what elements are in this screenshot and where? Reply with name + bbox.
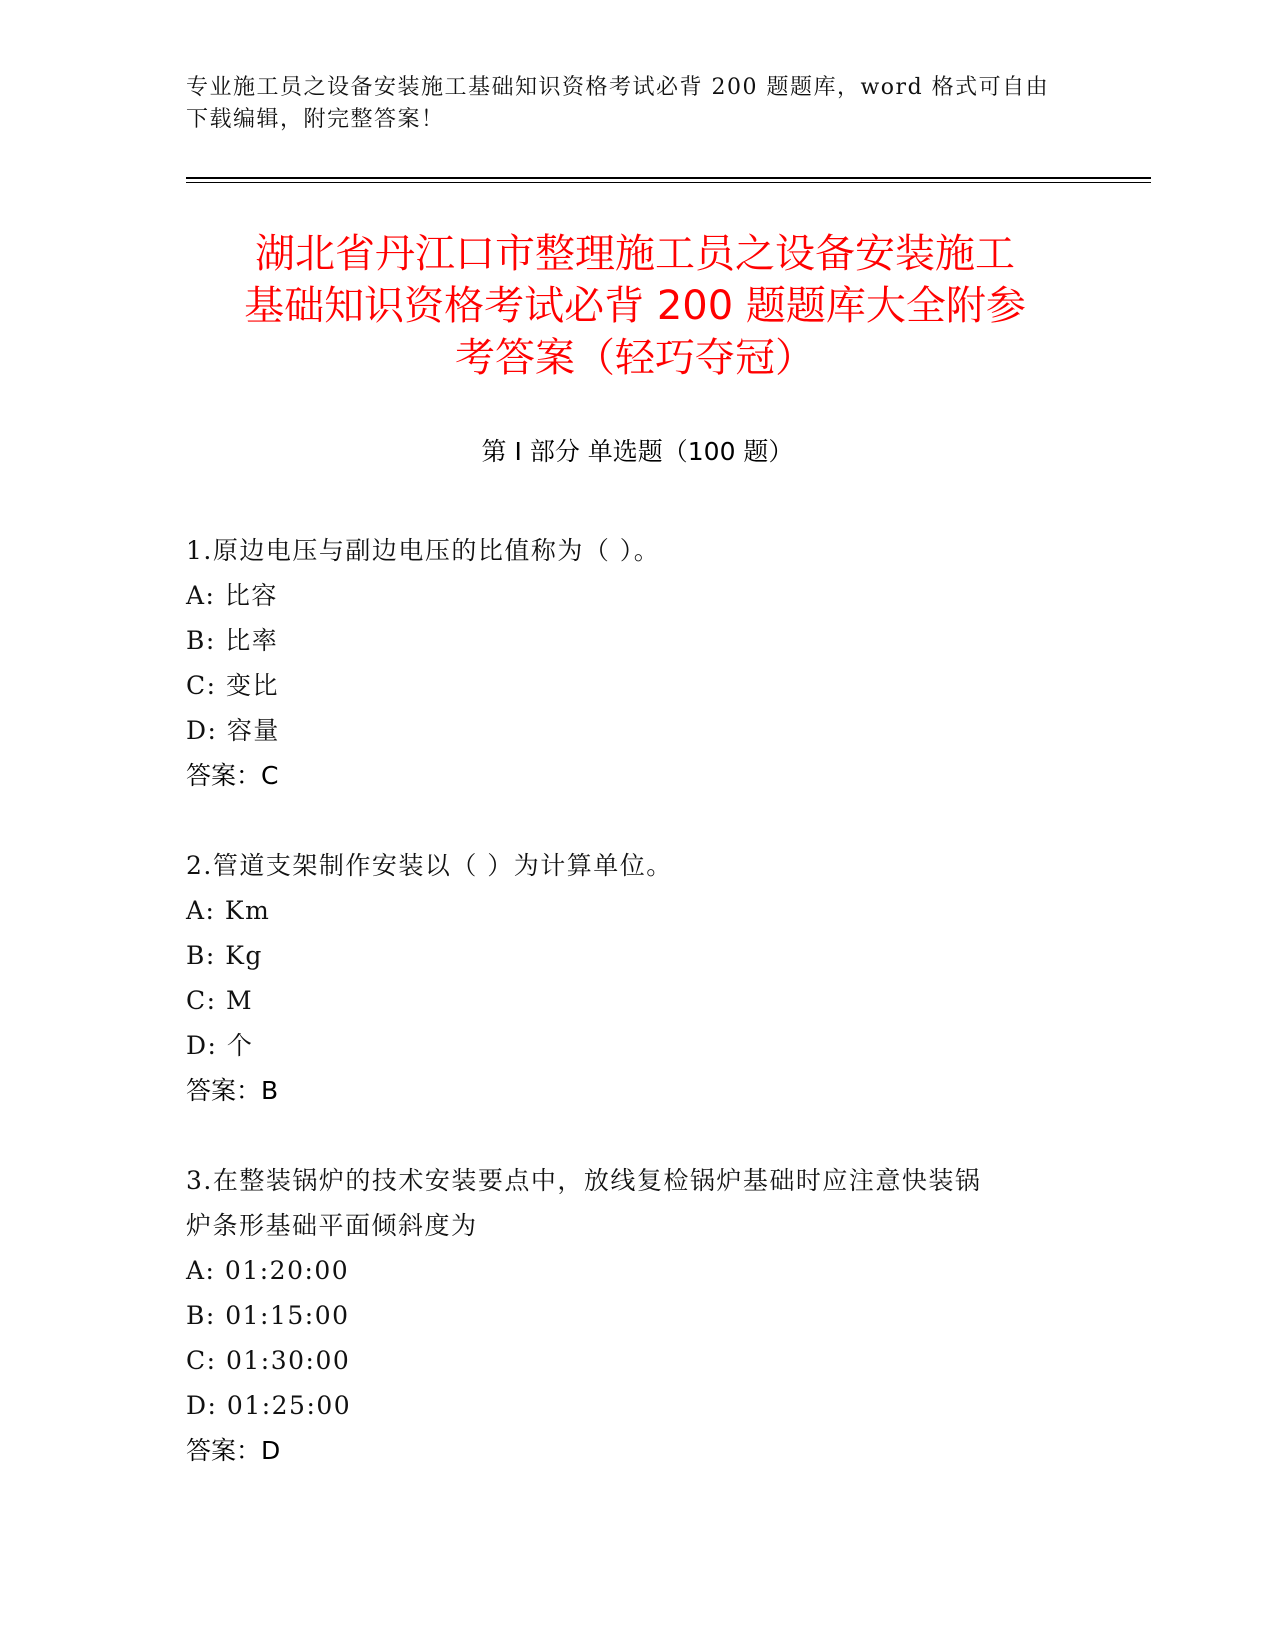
document-title bbox=[180, 228, 1090, 384]
option-a: A: 01:20:00 bbox=[186, 1256, 350, 1285]
question-item bbox=[186, 528, 1066, 798]
question-list bbox=[186, 528, 1066, 1473]
option-c: C: 01:30:00 bbox=[186, 1346, 351, 1375]
title-line: 湖北省丹江口市整理施工员之设备安装施工 bbox=[255, 231, 1015, 277]
option-c: C: M bbox=[186, 986, 254, 1015]
section-heading: 第 I 部分 单选题（100 题） bbox=[481, 437, 794, 466]
header-note-line: 专业施工员之设备安装施工基础知识资格考试必背 200 题题库，word 格式可自由 bbox=[186, 75, 1050, 100]
option-d: D: 容量 bbox=[186, 716, 280, 745]
answer: 答案：D bbox=[186, 1436, 281, 1465]
spacer bbox=[186, 1113, 1066, 1158]
question-item bbox=[186, 843, 1066, 1113]
question-stem: 炉条形基础平面倾斜度为 bbox=[186, 1211, 478, 1240]
option-b: B: 比率 bbox=[186, 626, 279, 655]
option-d: D: 01:25:00 bbox=[186, 1391, 352, 1420]
question-stem: 2.管道支架制作安装以（ ）为计算单位。 bbox=[186, 851, 673, 880]
answer: 答案：C bbox=[186, 761, 279, 790]
header-divider bbox=[186, 177, 1151, 179]
header-note-line: 下载编辑，附完整答案！ bbox=[186, 107, 445, 132]
header-note bbox=[186, 72, 1066, 136]
question-stem: 1.原边电压与副边电压的比值称为（ ）。 bbox=[186, 536, 661, 565]
question-stem: 3.在整装锅炉的技术安装要点中，放线复检锅炉基础时应注意快装锅 bbox=[186, 1166, 982, 1195]
option-b: B: 01:15:00 bbox=[186, 1301, 350, 1330]
answer: 答案：B bbox=[186, 1076, 279, 1105]
option-a: A: 比容 bbox=[186, 581, 278, 610]
option-d: D: 个 bbox=[186, 1031, 254, 1060]
header-divider bbox=[186, 182, 1151, 183]
option-b: B: Kg bbox=[186, 941, 263, 970]
title-line: 基础知识资格考试必背 200 题题库大全附参 bbox=[244, 283, 1026, 329]
spacer bbox=[186, 798, 1066, 843]
option-c: C: 变比 bbox=[186, 671, 279, 700]
question-item bbox=[186, 1158, 1066, 1473]
option-a: A: Km bbox=[186, 896, 271, 925]
title-line: 考答案（轻巧夺冠） bbox=[455, 335, 815, 381]
